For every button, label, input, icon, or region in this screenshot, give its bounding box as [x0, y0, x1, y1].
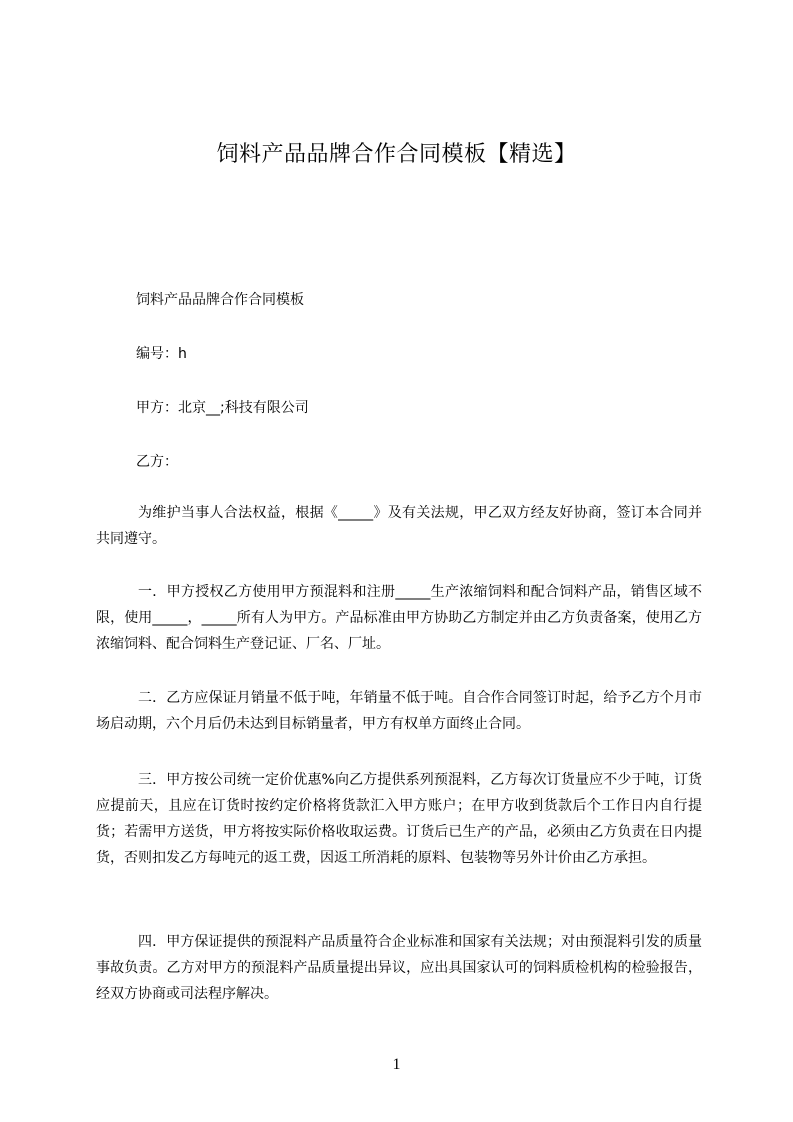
document-title: 饲料产品品牌合作合同模板【精选】	[216, 142, 577, 167]
clause-3-paragraph: 三．甲方按公司统一定价优惠%向乙方提供系列预混料，乙方每次订货量应不少于吨，订货应提前天，且应在订货时按约定价格将货款汇入甲方账户；在甲方收到货款后个工作日内自行提货；若需甲方送货，甲方将按实际价格收取运费。订货后已生产的产品，必须由乙方负责在日内提货，否则扣发乙方每吨元的返工费，因返工所消耗的原料、包装物等另外计价由乙方承担。	[96, 772, 702, 866]
clause-4-paragraph: 四．甲方保证提供的预混料产品质量符合企业标准和国家有关法规；对由预混料引发的质量事故负责。乙方对甲方的预混料产品质量提出异议，应出具国家认可的饲料质检机构的检验报告，经双方协商或司法程序解决。	[96, 934, 702, 1002]
clause-2-paragraph: 二．乙方应保证月销量不低于吨，年销量不低于吨。自合作合同签订时起，给予乙方个月市场启动期，六个月后仍未达到目标销量者，甲方有权单方面终止合同。	[96, 690, 702, 732]
party-b: 乙方：	[136, 454, 178, 470]
page-number: 1	[392, 1056, 401, 1073]
clause-1-paragraph: 一．甲方授权乙方使用甲方预混料和注册_____生产浓缩饲料和配合饲料产品，销售区域不限，使用_____，_____所有人为甲方。产品标准由甲方协助乙方制定并由乙方负责备案，使用乙方浓缩饲料、配合饲料生产登记证、厂名、厂址。	[96, 584, 702, 652]
party-a: 甲方：北京__;科技有限公司	[136, 400, 309, 416]
contract-number: 编号：h	[136, 346, 187, 362]
document-subtitle: 饲料产品品牌合作合同模板	[136, 292, 304, 308]
preamble-paragraph: 为维护当事人合法权益，根据《_____》及有关法规，甲乙双方经友好协商，签订本合同并共同遵守。	[96, 505, 702, 547]
